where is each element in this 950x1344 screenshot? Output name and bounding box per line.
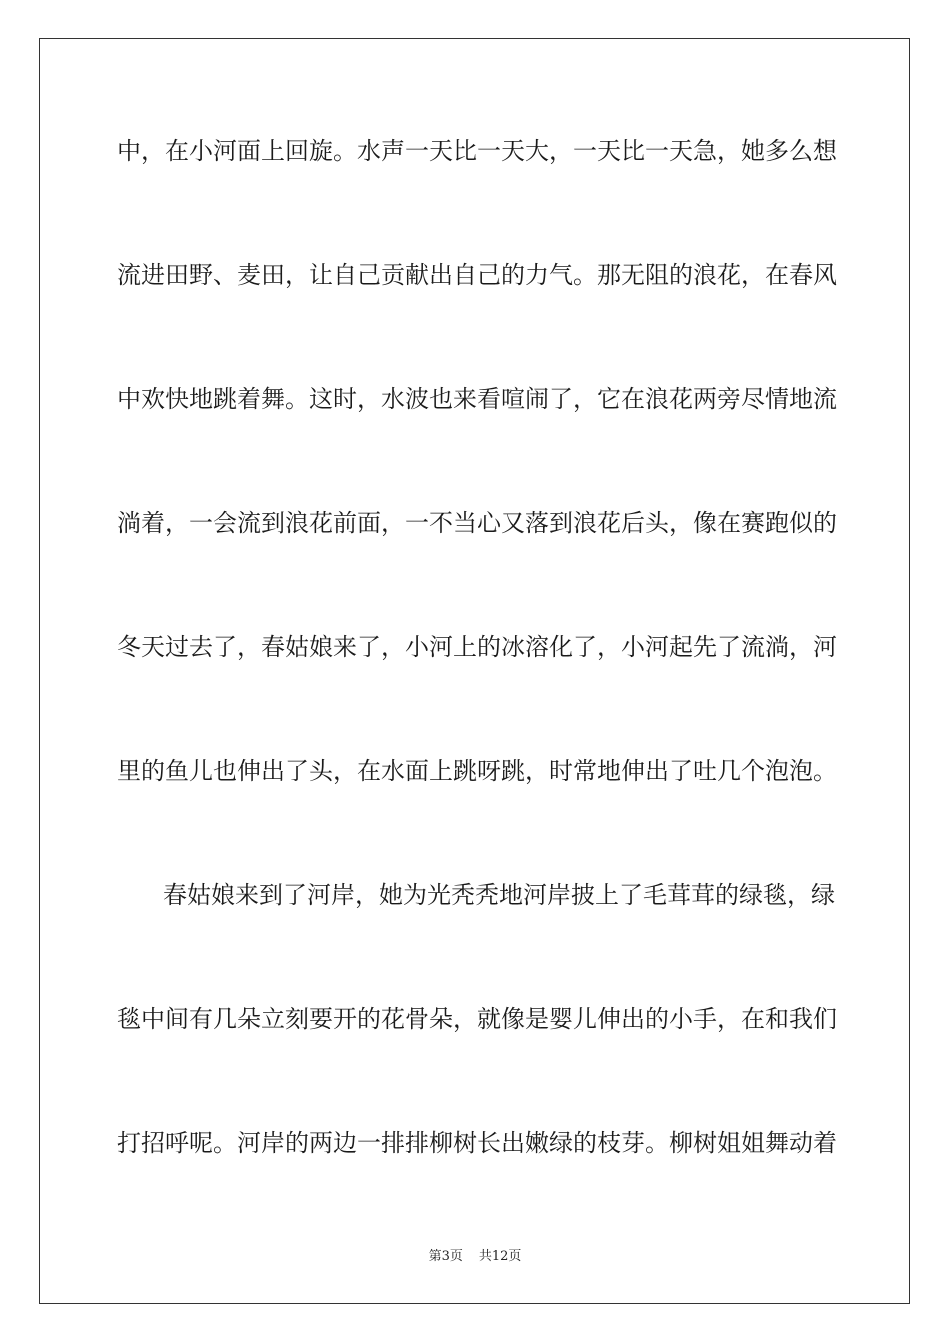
paragraph-line-1: 中，在小河面上回旋。水声一天比一天大，一天比一天急，她多么想 xyxy=(117,137,837,165)
paragraph-line-9: 打招呼呢。河岸的两边一排排柳树长出嫩绿的枝芽。柳树姐姐舞动着 xyxy=(117,1129,837,1157)
paragraph-line-8: 毯中间有几朵立刻要开的花骨朵，就像是婴儿伸出的小手，在和我们 xyxy=(117,1005,837,1033)
paragraph-line-4: 淌着，一会流到浪花前面，一不当心又落到浪花后头，像在赛跑似的 xyxy=(117,509,837,537)
paragraph-line-6: 里的鱼儿也伸出了头，在水面上跳呀跳，时常地伸出了吐几个泡泡。 xyxy=(117,757,837,785)
page-footer xyxy=(0,1248,950,1266)
paragraph-line-2: 流进田野、麦田，让自己贡献出自己的力气。那无阻的浪花，在春风 xyxy=(117,261,837,289)
paragraph-line-7: 春姑娘来到了河岸，她为光秃秃地河岸披上了毛茸茸的绿毯，绿 xyxy=(163,881,835,909)
paragraph-line-3: 中欢快地跳着舞。这时，水波也来看喧闹了，它在浪花两旁尽情地流 xyxy=(117,385,837,413)
paragraph-line-5: 冬天过去了，春姑娘来了，小河上的冰溶化了，小河起先了流淌，河 xyxy=(117,633,837,661)
page-border xyxy=(39,38,910,1304)
total-pages: 共12页 xyxy=(478,1249,522,1264)
page-number: 第3页 xyxy=(428,1249,463,1264)
